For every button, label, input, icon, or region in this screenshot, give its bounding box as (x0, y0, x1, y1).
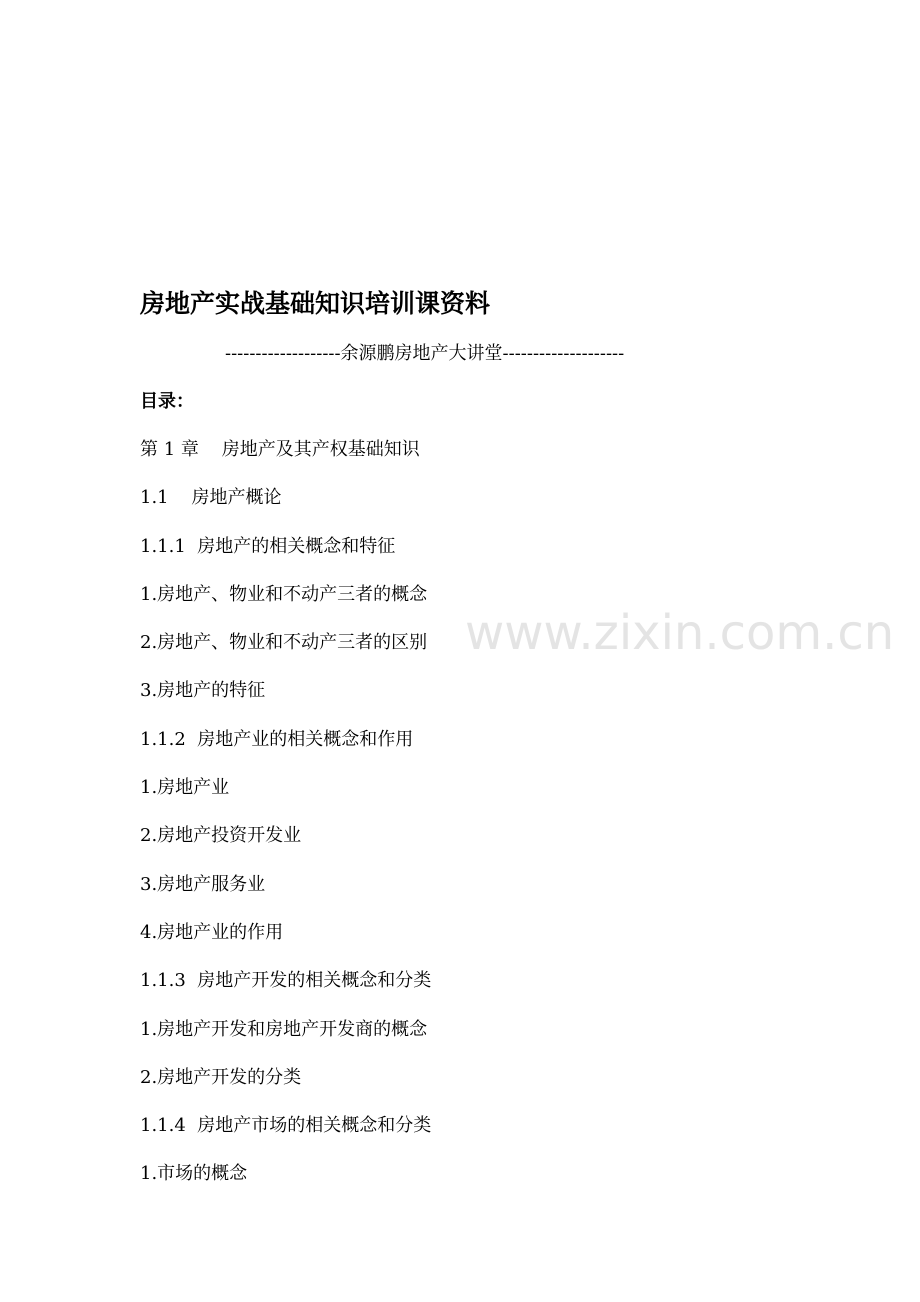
toc-item: 2.房地产开发的分类 (140, 1066, 302, 1088)
toc-item: 1.1.3 房地产开发的相关概念和分类 (140, 970, 432, 992)
toc-item: 1.1.2 房地产业的相关概念和作用 (140, 728, 414, 750)
table-of-contents (140, 436, 431, 1209)
toc-item: 3.房地产的特征 (140, 680, 266, 702)
toc-item: 第 1 章 房地产及其产权基础知识 (140, 439, 420, 460)
toc-item: 2.房地产、物业和不动产三者的区别 (140, 632, 428, 654)
toc-item: 1.1.4 房地产市场的相关概念和分类 (140, 1115, 432, 1137)
toc-item: 4.房地产业的作用 (140, 921, 284, 943)
document-title: 房地产实战基础知识培训课资料 (140, 289, 491, 318)
toc-item: 3.房地产服务业 (140, 873, 266, 895)
document-subtitle: -------------------余源鹏房地产大讲堂-------------------- (225, 343, 625, 364)
toc-item: 1.1.1 房地产的相关概念和特征 (140, 535, 396, 557)
toc-item: 2.房地产投资开发业 (140, 825, 302, 847)
toc-heading: 目录： (140, 391, 194, 412)
toc-item: 1.房地产开发和房地产开发商的概念 (140, 1018, 428, 1040)
toc-item: 1.1 房地产概论 (140, 487, 282, 509)
toc-item: 1.市场的概念 (140, 1163, 248, 1185)
watermark: www.zixin.com.cn (465, 605, 895, 661)
toc-item: 1.房地产、物业和不动产三者的概念 (140, 583, 428, 605)
toc-item: 1.房地产业 (140, 777, 230, 799)
